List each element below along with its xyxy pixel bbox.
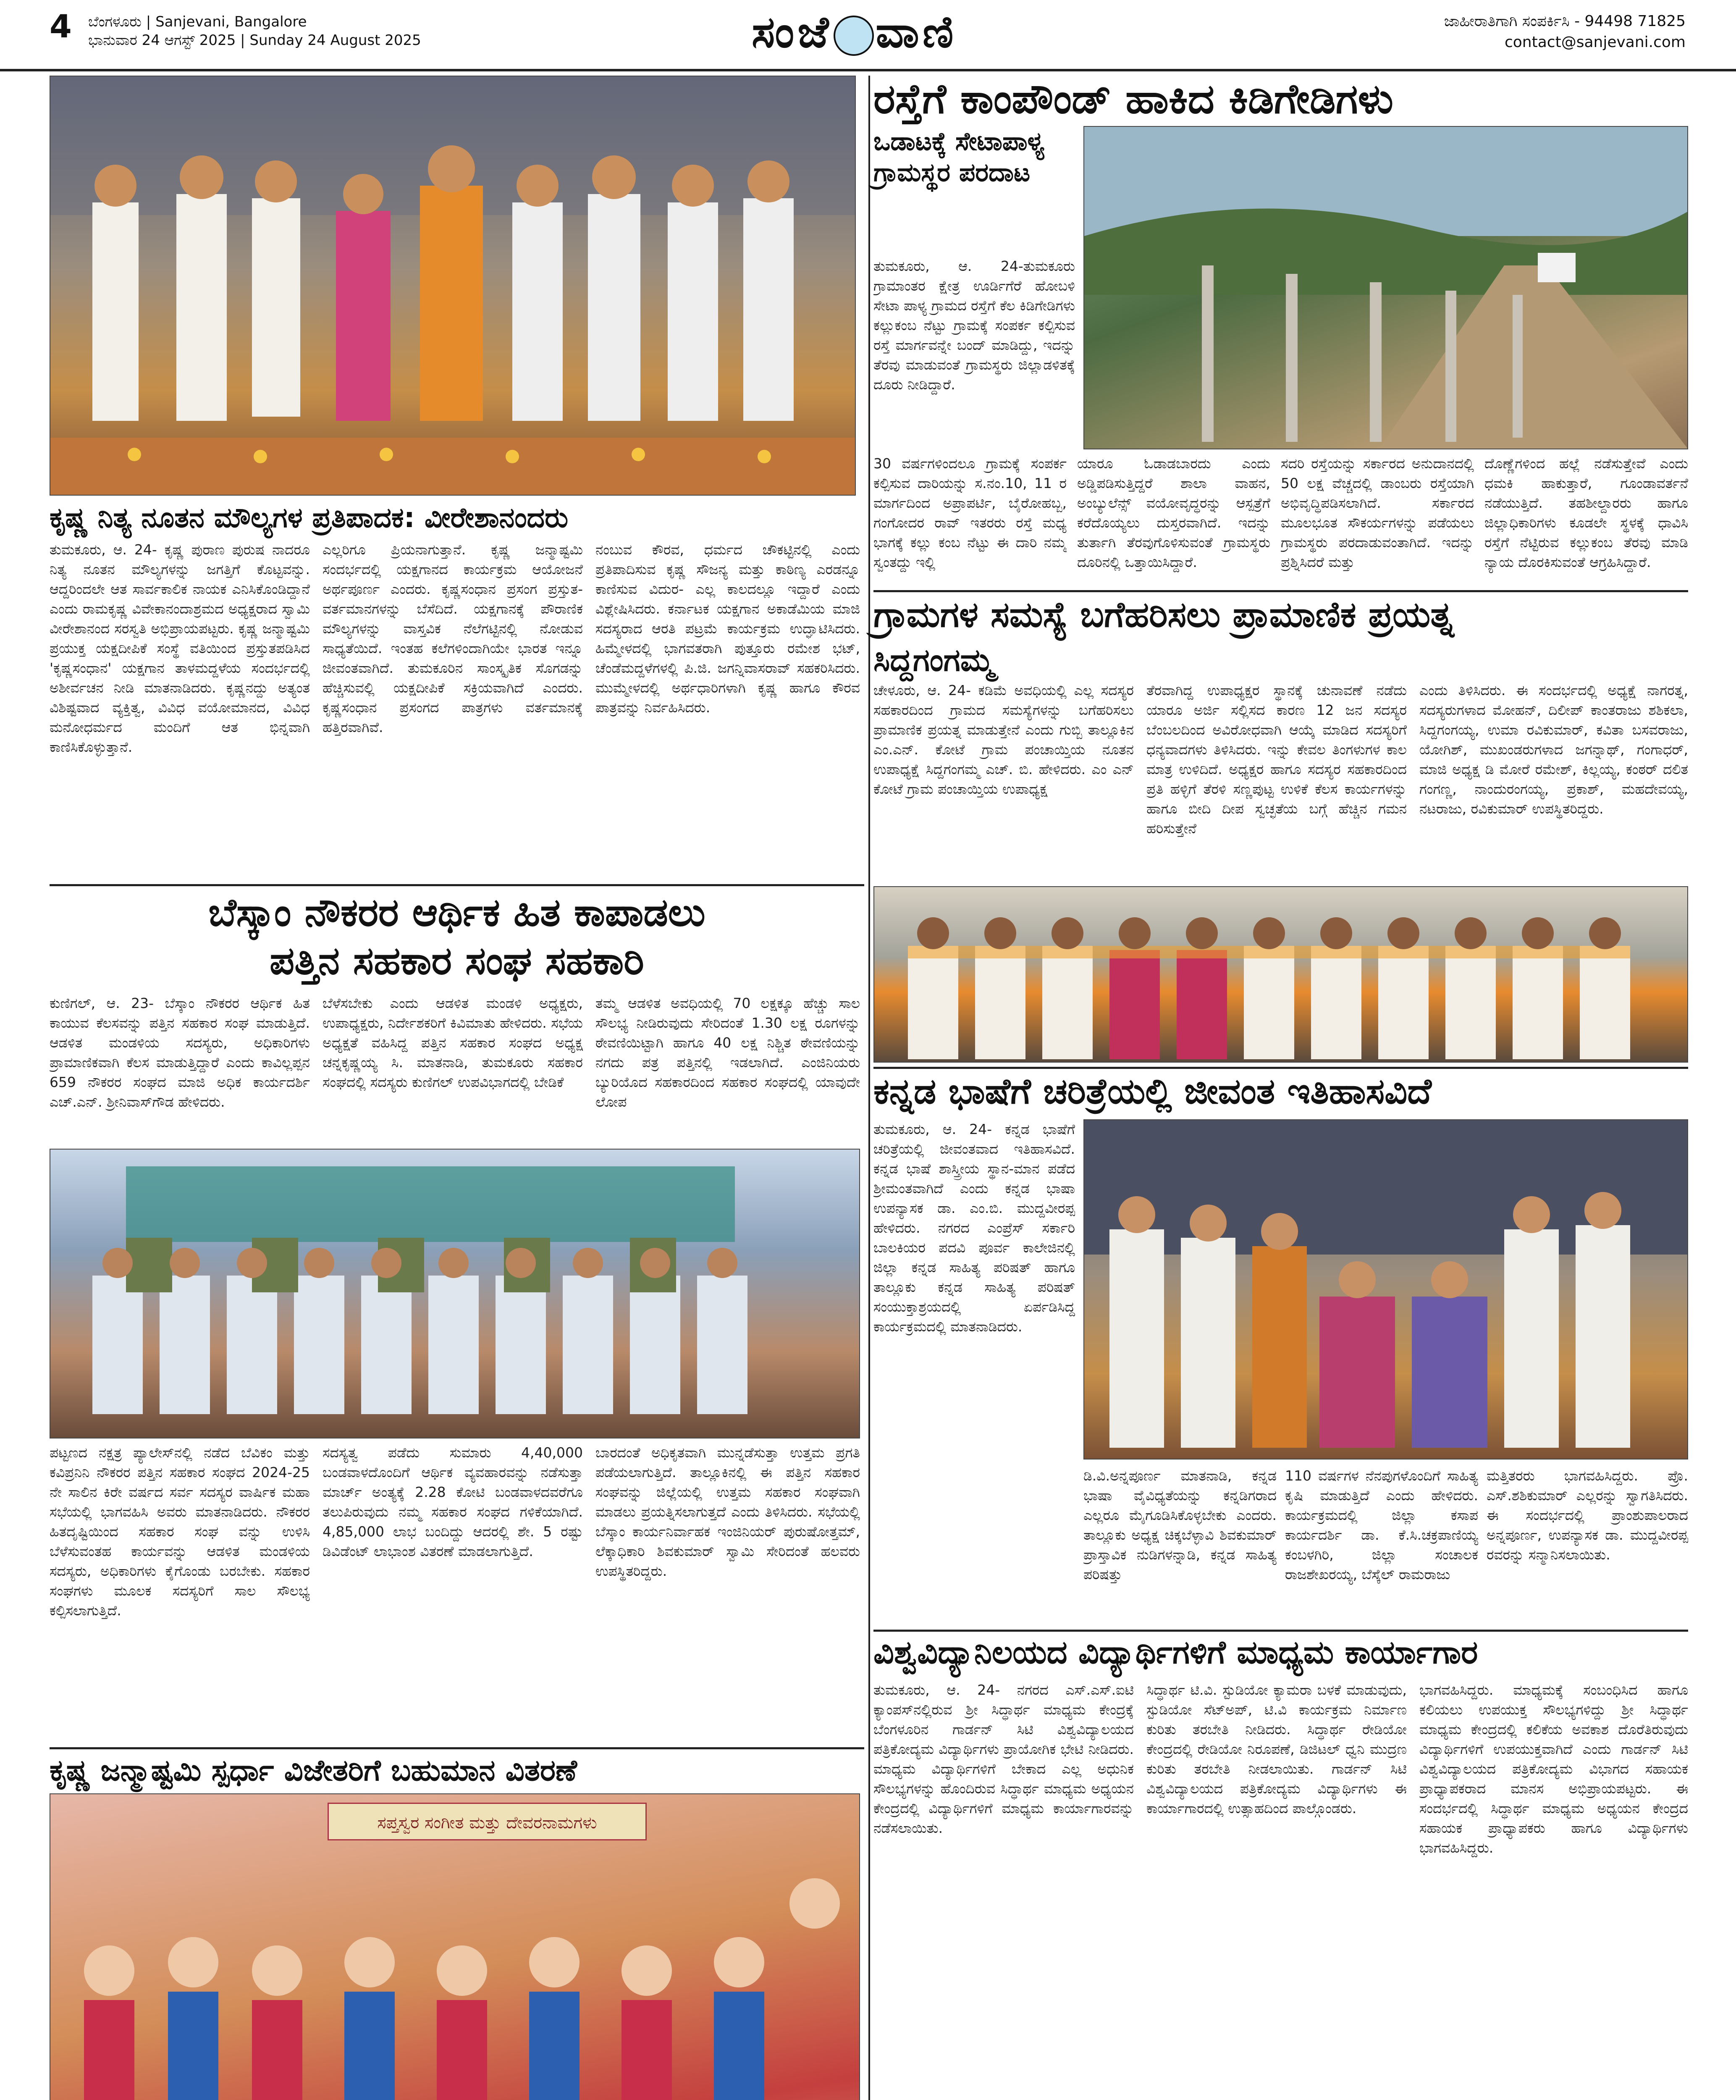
krishna-col-1: ತುಮಕೂರು, ಆ. 24- ಕೃಷ್ಣ ಪುರಾಣ ಪುರುಷ ನಾದರೂ ನಿತ್ಯ ನೂತನ ಮೌಲ್ಯಗಳನ್ನು ಜಗತ್ತಿಗೆ ಕೊಟ್ಟವನ್ನು. ಆದ್ದರಿಂದಲೇ ಆತ ಸಾರ್ವಕಾಲಿಕ ನಾಯಕ ಎನಿಸಿಕೊಂಡಿದ್ದಾನೆ ಎಂದು ರಾಮಕೃಷ್ಣ ವಿವೇಕಾನಂದಾಶ್ರಮದ ಅಧ್ಯಕ್ಷರಾದ ಸ್ವಾಮಿ ವೀರೇಶಾನಂದ ಸರಸ್ವತಿ ಅಭಿಪ್ರಾಯಪಟ್ಟರು. ಕೃಷ್ಣ ಜನ್ಮಾಷ್ಟಮಿ ಪ್ರಯುಕ್ತ ಯಕ್ಷದೀಪಿಕೆ ಸಂಸ್ಥೆ ವತಿಯಿಂದ ಪ್ರಸ್ತುತಪಡಿಸಿದ 'ಕೃಷ್ಣಸಂಧಾನ' ಯಕ್ಷಗಾನ ತಾಳಮದ್ದಳೆಯ ಸಂದರ್ಭದಲ್ಲಿ ಅಶೀರ್ವಚನ ನೀಡಿ ಮಾತನಾಡಿದರು. ಕೃಷ್ಣನದ್ದು ಅತ್ಯಂತ ವಿಶಿಷ್ಟವಾದ ವ್ಯಕ್ತಿತ್ವ, ವಿವಿಧ ವಯೋಮಾನದ, ವಿವಿಧ ಮನೋಧರ್ಮದ ಮಂದಿಗೆ ಆತ ಭಿನ್ನವಾಗಿ ಕಾಣಿಸಿಕೊಳ್ಳುತ್ತಾನೆ. xyxy=(50,541,310,755)
ad-contact: ಜಾಹೀರಾತಿಗಾಗಿ ಸಂಪರ್ಕಿಸಿ - 94498 71825 xyxy=(1444,13,1686,30)
bescom-group-photo xyxy=(50,1149,860,1438)
janmashtami-kids-photo xyxy=(50,1793,860,2100)
compound-headline: ರಸ್ತೆಗೆ ಕಾಂಪೌಂಡ್ ಹಾಕಿದ ಕಿಡಿಗೇಡಿಗಳು xyxy=(873,75,1393,123)
edition-english: Sanjevani, Bangalore xyxy=(155,13,307,30)
road-photo-scene xyxy=(1084,127,1688,449)
bescom-photo-figures xyxy=(50,1150,860,1438)
bescom-col-1: ಕುಣಿಗಲ್, ಆ. 23- ಬೆಸ್ಕಾಂ ನೌಕರರ ಆರ್ಥಿಕ ಹಿತ ಕಾಯುವ ಕೆಲಸವನ್ನು ಪತ್ತಿನ ಸಹಕಾರ ಸಂಘ ಮಾಡುತ್ತಿದೆ. ಆಡಳಿತ ಮಂಡಳಿಯ ಸದಸ್ಯರು, ಅಧಿಕಾರಿಗಳು ಪ್ರಾಮಾಣಿಕವಾಗಿ ಕೆಲಸ ಮಾಡುತ್ತಿದ್ದಾರೆ ಎಂದು ಕಾವಿಲ್ಲಪ್ಪನ 659 ನೌಕರರ ಸಂಘದ ಮಾಜಿ ಅಧಿಕ ಕಾರ್ಯದರ್ಶಿ ಎಚ್.ಎನ್. ಶ್ರೀನಿವಾಸ್‌ಗೌಡ ಹೇಳಿದರು. xyxy=(50,995,310,1110)
village-group-photo xyxy=(873,886,1688,1063)
kannada-headline: ಕನ್ನಡ ಭಾಷೆಗೆ ಚರಿತ್ರೆಯಲ್ಲಿ ಜೀವಂತ ಇತಿಹಾಸವಿದೆ xyxy=(873,1071,1432,1112)
krishna-col-3: ನಂಬುವ ಕೌರವ, ಧರ್ಮದ ಚೌಕಟ್ಟಿನಲ್ಲಿ ಎಂದು ಪ್ರತಿಪಾದಿಸುವ ಕೃಷ್ಣ ಸೌಜನ್ಯ ಮತ್ತು ಕಾಠಿಣ್ಯ ಎರಡನ್ನೂ ಕಾಣಿಸುವ ವಿದುರ- ಎಲ್ಲ ಕಾಲದಲ್ಲೂ ಇದ್ದಾರೆ ಎಂದು ವಿಶ್ಲೇಷಿಸಿದರು. ಕರ್ನಾಟಕ ಯಕ್ಷಗಾನ ಅಕಾಡೆಮಿಯ ಮಾಜಿ ಸದಸ್ಯರಾದ ಆರತಿ ಪಟ್ರಮೆ ಕಾರ್ಯಕ್ರಮ ಉದ್ಘಾಟಿಸಿದರು. ಹಿಮ್ಮೇಳದಲ್ಲಿ ಭಾಗವತರಾಗಿ ಪುತ್ತೂರು ರಮೇಶ ಭಟ್, ಚೆಂಡೆಮದ್ದಳೆಗಳಲ್ಲಿ ಪಿ.ಜಿ. ಜಗನ್ನಿವಾಸರಾವ್ ಸಹಕರಿಸಿದರು. ಮುಮ್ಮೇಳದಲ್ಲಿ ಅರ್ಥಧಾರಿಗಳಾಗಿ ಕೃಷ್ಣ ಹಾಗೂ ಕೌರವ ಪಾತ್ರವನ್ನು ನಿರ್ವಹಿಸಿದರು. xyxy=(595,541,860,716)
divider xyxy=(873,590,1688,592)
bescom-col-5: ಸದಸ್ಯತ್ವ ಪಡೆದು ಸುಮಾರು 4,40,000 ಬಂಡವಾಳದೊಂದಿಗೆ ಆರ್ಥಿಕ ವ್ಯವಹಾರವನ್ನು ನಡೆಸುತ್ತಾ ಮಾರ್ಚ್ ಅಂತ್ಯಕ್ಕೆ 2.28 ಕೋಟಿ ಬಂಡವಾಳದವರೆಗೂ ತಲುಪಿರುವುದು ನಮ್ಮ ಸಹಕಾರ ಸಂಘದ ಗಳಿಕೆಯಾಗಿದೆ. 4,85,000 ಲಾಭ ಬಂದಿದ್ದು ಆದರಲ್ಲಿ ಶೇ. 5 ರಷ್ಟು ಡಿವಿಡೆಂಟ್ ಲಾಭಾಂಶ ವಿತರಣೆ ಮಾಡಲಾಗುತ್ತಿದೆ. xyxy=(323,1444,583,1559)
kannada-event-photo xyxy=(1083,1119,1688,1460)
village-col-2: ತೆರವಾಗಿದ್ದ ಉಪಾಧ್ಯಕ್ಷರ ಸ್ಥಾನಕ್ಕೆ ಚುನಾವಣೆ ನಡೆದು ಯಾರೂ ಅರ್ಜಿ ಸಲ್ಲಿಸದ ಕಾರಣ 12 ಜನ ಸದಸ್ಯರ ಬೆಂಬಲದಿಂದ ಅವಿರೋಧವಾಗಿ ಆಯ್ಕೆ ಮಾಡಿದ ಸದಸ್ಯರಿಗೆ ಧನ್ಯವಾದಗಳು ತಿಳಿಸಿದರು. ಇನ್ನು ಕೇವಲ ತಿಂಗಳುಗಳ ಕಾಲ ಮಾತ್ರ ಉಳಿದಿದೆ. ಅಧ್ಯಕ್ಷರ ಹಾಗೂ ಸದಸ್ಯರ ಸಹಕಾರದಿಂದ ಪ್ರತಿ ಹಳ್ಳಿಗೆ ತೆರಳಿ ಸಣ್ಣಪುಟ್ಟ ಉಳಿಕೆ ಕೆಲಸ ಕಾರ್ಯಗಳನ್ನು ಹಾಗೂ ಬೀದಿ ದೀಪ ಸ್ವಚ್ಛತೆಯ ಬಗ್ಗೆ ಹೆಚ್ಚಿನ ಗಮನ ಹರಿಸುತ್ತೇನೆ xyxy=(1146,682,1407,837)
edition-city: ಬೆಂಗಳೂರು xyxy=(88,13,142,30)
compound-col-3: ಸದರಿ ರಸ್ತೆಯನ್ನು ಸರ್ಕಾರದ ಅನುದಾನದಲ್ಲಿ 50 ಲಕ್ಷ ವೆಚ್ಚದಲ್ಲಿ ಡಾಂಬರು ರಸ್ತೆಯಾಗಿ ಅಭಿವೃದ್ಧಿಪಡಿಸಲಾಗಿದೆ. ಸರ್ಕಾರದ ಮೂಲಭೂತ ಸೌಕರ್ಯಗಳನ್ನು ಪಡೆಯಲು ಗ್ರಾಮಸ್ಥರು ಪರದಾಡುವಂತಾಗಿದೆ. ಇದನ್ನು ಪ್ರಶ್ನಿಸಿದರೆ ಮತ್ತು xyxy=(1281,455,1474,570)
kannada-col-3: 110 ವರ್ಷಗಳ ನೆನಪುಗಳೊಂದಿಗೆ ಸಾಹಿತ್ಯ ಕೃಷಿ ಮಾಡುತ್ತಿದೆ ಎಂದು ಹೇಳಿದರು. ಕಾರ್ಯಕ್ರಮದಲ್ಲಿ ಜಿಲ್ಲಾ ಕಸಾಪ ಕಾರ್ಯದರ್ಶಿ ಡಾ. ಕೆ.ಸಿ.ಚಕ್ರಪಾಣಿಯ್ಯ ಕಂಬಳಗಿರಿ, ಜಿಲ್ಲಾ ಸಂಚಾಲಕ ರಾಜಶೇಖರಯ್ಯ, ಬೆಸ್ಕೆಲ್ ರಾಮರಾಜು xyxy=(1285,1467,1478,1583)
krishna-photo-figures xyxy=(50,76,856,496)
bescom-headline-1: ಬೆಸ್ಕಾಂ ನೌಕರರ ಆರ್ಥಿಕ ಹಿತ ಕಾಪಾಡಲು xyxy=(208,890,705,935)
compound-intro: ತುಮಕೂರು, ಆ. 24-ತುಮಕೂರು ಗ್ರಾಮಾಂತರ ಕ್ಷೇತ್ರ ಊರ್ಡಿಗೆರೆ ಹೋಬಳಿ ಸೇಟಾ ಪಾಳ್ಯ ಗ್ರಾಮದ ರಸ್ತೆಗೆ ಕೆಲ ಕಿಡಿಗೇಡಿಗಳು ಕಲ್ಲುಕಂಬ ನೆಟ್ಟು ಗ್ರಾಮಕ್ಕೆ ಸಂಪರ್ಕ ಕಲ್ಪಿಸುವ ರಸ್ತೆ ಮಾರ್ಗವನ್ನೇ ಬಂದ್ ಮಾಡಿದ್ದು, ಇದನ್ನು ತೆರವು ಮಾಡುವಂತೆ ಗ್ರಾಮಸ್ಥರು ಜಿಲ್ಲಾಡಳಿತಕ್ಕೆ ದೂರು ನೀಡಿದ್ದಾರೆ. xyxy=(873,258,1075,393)
village-subhead: ಸಿದ್ದಗಂಗಮ್ಮ xyxy=(873,642,994,678)
kannada-col-2: ಡಿ.ವಿ.ಅನ್ನಪೂರ್ಣ ಮಾತನಾಡಿ, ಕನ್ನಡ ಭಾಷಾ ವೈವಿಧ್ಯತೆಯನ್ನು ಕನ್ನಡಿಗರಾದ ಎಲ್ಲರೂ ಮೈಗೂಡಿಸಿಕೊಳ್ಳಬೇಕು ಎಂದರು. ತಾಲ್ಲೂಕು ಅಧ್ಯಕ್ಷ ಚಿಕ್ಕಬೆಳ್ಳಾವಿ ಶಿವಕುಮಾರ್ ಪ್ರಾಸ್ತಾವಿಕ ನುಡಿಗಳನ್ನಾಡಿ, ಕನ್ನಡ ಸಾಹಿತ್ಯ ಪರಿಷತ್ತು xyxy=(1083,1467,1277,1583)
village-col-3: ಎಂದು ತಿಳಿಸಿದರು. ಈ ಸಂದರ್ಭದಲ್ಲಿ ಅಧ್ಯಕ್ಷೆ ನಾಗರತ್ನ, ಸದಸ್ಯರುಗಳಾದ ಮೋಹನ್, ದಿಲೀಪ್ ಕಾಂತರಾಜು ಶಶಿಕಲಾ, ಸಿದ್ದಗಂಗಯ್ಯ, ಉಮಾ ರವಿಕುಮಾರ್, ಕವಿತಾ ಬಸವರಾಜು, ಯೋಗಿಶ್, ಮುಖಂಡರುಗಳಾದ ಜಗನ್ನಾಥ್, ಗಂಗಾಧರ್, ಮಾಜಿ ಅಧ್ಯಕ್ಷ ಡಿ ಮೋರೆ ರಮೇಶ್, ಕಿಲ್ಲಯ್ಯ, ಕಂಠರ್ ದಲಿತ ಗಂಗಣ್ಣ, ನಾಂದುರಂಗಯ್ಯ, ಪ್ರಕಾಶ್, ಮಹದೇವಯ್ಯ, ನಟರಾಜು, ರವಿಕುಮಾರ್ ಉಪಸ್ಥಿತರಿದ್ದರು. xyxy=(1419,682,1688,817)
bescom-col-6: ಬಾರದಂತೆ ಅಧಿಕೃತವಾಗಿ ಮುನ್ನಡೆಸುತ್ತಾ ಉತ್ತಮ ಪ್ರಗತಿ ಪಡೆಯಲಾಗುತ್ತಿದೆ. ತಾಲ್ಲೂಕಿನಲ್ಲಿ ಈ ಪತ್ತಿನ ಸಹಕಾರ ಸಂಘವನ್ನು ಜಿಲ್ಲೆಯಲ್ಲಿ ಉತ್ತಮ ಸಹಕಾರ ಸಂಘವಾಗಿ ಮಾಡಲು ಪ್ರಯತ್ನಿಸಲಾಗುತ್ತದೆ ಎಂದು ತಿಳಿಸಿದರು. ಸಭೆಯಲ್ಲಿ ಬೆಸ್ಕಾಂ ಕಾರ್ಯನಿರ್ವಾಹಕ ಇಂಜಿನಿಯರ್ ಪುರುಷೋತ್ತಮ್, ಲೆಕ್ಕಾಧಿಕಾರಿ ಶಿವಕುಮಾರ್ ಸ್ವಾಮಿ ಸೇರಿದಂತೆ ಹಲವರು ಉಪಸ್ಥಿತರಿದ್ದರು. xyxy=(595,1444,860,1579)
janmashtami-headline: ಕೃಷ್ಣ ಜನ್ಮಾಷ್ಟಮಿ ಸ್ಪರ್ಧಾ ವಿಜೇತರಿಗೆ ಬಹುಮಾನ ವಿತರಣೆ xyxy=(50,1753,577,1788)
logo-right-text: ವಾಣಿ xyxy=(876,6,957,58)
media-col-3: ಭಾಗವಹಿಸಿದ್ದರು. ಮಾಧ್ಯಮಕ್ಕೆ ಸಂಬಂಧಿಸಿದ ಹಾಗೂ ಕಲಿಯಲು ಉಪಯುಕ್ತ ಸೌಲಭ್ಯಗಳಿದ್ದು ಶ್ರೀ ಸಿದ್ಧಾರ್ಥ ಮಾಧ್ಯಮ ಕೇಂದ್ರದಲ್ಲಿ ಕಲಿಕೆಯ ಅವಕಾಶ ದೊರೆತಿರುವುದು ವಿದ್ಯಾರ್ಥಿಗಳಿಗೆ ಉಪಯುಕ್ತವಾಗಿದೆ ಎಂದು ಗಾರ್ಡನ್ ಸಿಟಿ ವಿಶ್ವವಿದ್ಯಾಲಯದ ಪತ್ರಿಕೋದ್ಯಮ ವಿಭಾಗದ ಸಹಾಯಕ ಪ್ರಾಧ್ಯಾಪಕರಾದ ಮಾನಸ ಅಭಿಪ್ರಾಯಪಟ್ಟರು. ಈ ಸಂದರ್ಭದಲ್ಲಿ ಸಿದ್ಧಾರ್ಥ ಮಾಧ್ಯಮ ಅಧ್ಯಯನ ಕೇಂದ್ರದ ಸಹಾಯಕ ಪ್ರಾಧ್ಯಾಪಕರು ಹಾಗೂ ವಿದ್ಯಾರ್ಥಿಗಳು ಭಾಗವಹಿಸಿದ್ದರು. xyxy=(1419,1682,1688,1856)
column-separator xyxy=(868,76,870,2100)
newspaper-logo xyxy=(752,6,957,58)
media-headline: ವಿಶ್ವವಿದ್ಯಾನಿಲಯದ ವಿದ್ಯಾರ್ಥಿಗಳಿಗೆ ಮಾಧ್ಯಮ ಕಾರ್ಯಾಗಾರ xyxy=(873,1633,1478,1671)
divider xyxy=(873,1067,1688,1069)
bescom-headline-2: ಪತ್ತಿನ ಸಹಕಾರ ಸಂಘ ಸಹಕಾರಿ xyxy=(270,938,644,983)
compound-col-4: ದೊಣ್ಣೆಗಳಿಂದ ಹಲ್ಲೆ ನಡೆಸುತ್ತೇವೆ ಎಂದು ಧಮಕಿ ಹಾಕುತ್ತಾರೆ, ಗೂಂಡಾವರ್ತನೆ ನಡೆಯುತ್ತಿದೆ. ತಹಶೀಲ್ದಾರರು ಹಾಗೂ ಜಿಲ್ಲಾಧಿಕಾರಿಗಳು ಕೂಡಲೇ ಸ್ಥಳಕ್ಕೆ ಧಾವಿಸಿ ರಸ್ತೆಗೆ ನೆಟ್ಟಿರುವ ಕಲ್ಲುಕಂಬ ತೆರವು ಮಾಡಿ ನ್ಯಾಯ ದೊರಕಿಸುವಂತೆ ಆಗ್ರಹಿಸಿದ್ದಾರೆ. xyxy=(1484,455,1688,570)
page-number: 4 xyxy=(50,8,72,45)
bescom-col-4: ಪಟ್ಟಣದ ನಕ್ಷತ್ರ ಪ್ಯಾಲೇಸ್‌ನಲ್ಲಿ ನಡೆದ ಬೆವಿಕಂ ಮತ್ತು ಕವಿಪ್ರನಿನಿ ನೌಕರರ ಪತ್ತಿನ ಸಹಕಾರ ಸಂಘದ 2024-25 ನೇ ಸಾಲಿನ ಕಿರೇ ವರ್ಷದ ಸರ್ವ ಸದಸ್ಯರ ವಾರ್ಷಿಕ ಮಹಾ ಸಭೆಯಲ್ಲಿ ಭಾಗವಹಿಸಿ ಅವರು ಮಾತನಾಡಿದರು. ನೌಕರರ ಹಿತದೃಷ್ಟಿಯಿಂದ ಸಹಕಾರ ಸಂಘ ವನ್ನು ಉಳಿಸಿ ಬೆಳೆಸುವಂತಹ ಕಾರ್ಯವನ್ನು ಆಡಳಿತ ಮಂಡಳಿಯ ಸದಸ್ಯರು, ಅಧಿಕಾರಿಗಳು ಕೈಗೊಂಡು ಬರಬೇಕು. ಸಹಕಾರ ಸಂಘಗಳು ಮೂಲಕ ಸದಸ್ಯರಿಗೆ ಸಾಲ ಸೌಲಭ್ಯ ಕಲ್ಪಿಸಲಾಗುತ್ತಿದೆ. xyxy=(50,1444,310,1619)
bescom-col-3: ತಮ್ಮ ಆಡಳಿತ ಅವಧಿಯಲ್ಲಿ 70 ಲಕ್ಷಕ್ಕೂ ಹೆಚ್ಚು ಸಾಲ ಸೌಲಭ್ಯ ನೀಡಿರುವುದು ಸೇರಿದಂತೆ 1.30 ಲಕ್ಷ ರೂಗಳನ್ನು ಠೇವಣಿಯಿಟ್ಟಾಗಿ ಹಾಗೂ 40 ಲಕ್ಷ ನಿಶ್ಚಿತ ಠೇವಣಿಯನ್ನು ನಗದು ಪತ್ರ ಪತ್ತಿನಲ್ಲಿ ಇಡಲಾಗಿದೆ. ಎಂಜಿನಿಯರು ಬ್ಯುರಿಯೊದ ಸಹಕಾರದಿಂದ ಸಹಕಾರ ಸಂಘದಲ್ಲಿ ಯಾವುದೇ ಲೋಪ xyxy=(595,995,860,1110)
compound-col-2: ಯಾರೂ ಓಡಾಡಬಾರದು ಎಂದು ಅಡ್ಡಿಪಡಿಸುತ್ತಿದ್ದರೆ ಶಾಲಾ ವಾಹನ, ಅಂಬ್ಯುಲೆನ್ಸ್ ವಯೋವೃದ್ಧರನ್ನು ಆಸ್ಪತ್ರೆಗೆ ಕರೆದೊಯ್ಯಲು ದುಸ್ತರವಾಗಿದೆ. ಇದನ್ನು ತುರ್ತಾಗಿ ತೆರವುಗೊಳಿಸುವಂತೆ ಗ್ರಾಮಸ್ಥರು ದೂರಿನಲ್ಲಿ ಒತ್ತಾಯಿಸಿದ್ದಾರೆ. xyxy=(1077,455,1270,570)
masthead xyxy=(0,0,1736,71)
globe-icon xyxy=(834,16,874,56)
media-col-2: ಸಿದ್ಧಾರ್ಥ ಟಿ.ವಿ. ಸ್ಟುಡಿಯೋ ಕ್ಯಾಮರಾ ಬಳಕೆ ಮಾಡುವುದು, ಸ್ಟುಡಿಯೋ ಸೆಟ್‌ಅಪ್, ಟಿ.ವಿ ಕಾರ್ಯಕ್ರಮ ನಿರ್ಮಾಣ ಕುರಿತು ತರಬೇತಿ ನೀಡಿದರು. ಸಿದ್ಧಾರ್ಥ ರೇಡಿಯೋ ಕೇಂದ್ರದಲ್ಲಿ ರೇಡಿಯೋ ನಿರೂಪಣೆ, ಡಿಜಿಟಲ್ ಧ್ವನಿ ಮುದ್ರಣ ಕುರಿತು ತರಬೇತಿ ನೀಡಲಾಯಿತು. ಗಾರ್ಡನ್ ಸಿಟಿ ವಿಶ್ವವಿದ್ಯಾಲಯದ ಪತ್ರಿಕೋದ್ಯಮ ವಿದ್ಯಾರ್ಥಿಗಳು ಈ ಕಾರ್ಯಾಗಾರದಲ್ಲಿ ಉತ್ಸಾಹದಿಂದ ಪಾಲ್ಗೊಂಡರು. xyxy=(1146,1682,1407,1816)
village-col-1: ಚೇಳೂರು, ಆ. 24- ಕಡಿಮೆ ಅವಧಿಯಲ್ಲಿ ಎಲ್ಲ ಸದಸ್ಯರ ಸಹಕಾರದಿಂದ ಗ್ರಾಮದ ಸಮಸ್ಯೆಗಳನ್ನು ಬಗೆಹರಿಸಲು ಪ್ರಾಮಾಣಿಕ ಪ್ರಯತ್ನ ಮಾಡುತ್ತೇನೆ ಎಂದು ಗುಬ್ಬಿ ತಾಲ್ಲೂಕಿನ ಎಂ.ಎನ್. ಕೋಟೆ ಗ್ರಾಮ ಪಂಚಾಯ್ತಿಯ ನೂತನ ಉಪಾಧ್ಯಕ್ಷೆ ಸಿದ್ದಗಂಗಮ್ಮ ಎಚ್. ಬಿ. ಹೇಳಿದರು. ಎಂ ಎನ್ ಕೋಟೆ ಗ್ರಾಮ ಪಂಚಾಯ್ತಿಯ ಉಪಾಧ್ಯಕ್ಷ xyxy=(873,682,1134,797)
media-col-1: ತುಮಕೂರು, ಆ. 24- ನಗರದ ಎಸ್.ಎಸ್.ಐಟಿ ಕ್ಯಾಂಪಸ್‌ನಲ್ಲಿರುವ ಶ್ರೀ ಸಿದ್ಧಾರ್ಥ ಮಾಧ್ಯಮ ಕೇಂದ್ರಕ್ಕೆ ಬೆಂಗಳೂರಿನ ಗಾರ್ಡನ್ ಸಿಟಿ ವಿಶ್ವವಿದ್ಯಾಲಯದ ಪತ್ರಿಕೋದ್ಯಮ ವಿದ್ಯಾರ್ಥಿಗಳು ಪ್ರಾಯೋಗಿಕ ಭೇಟಿ ನೀಡಿದರು. ಮಾಧ್ಯಮ ವಿದ್ಯಾರ್ಥಿಗಳಿಗೆ ಬೇಕಾದ ಎಲ್ಲ ಅಧುನಿಕ ಸೌಲಭ್ಯಗಳನ್ನು ಹೊಂದಿರುವ ಸಿದ್ಧಾರ್ಥ ಮಾಧ್ಯಮ ಅಧ್ಯಯನ ಕೇಂದ್ರದಲ್ಲಿ ವಿದ್ಯಾರ್ಥಿಗಳಿಗೆ ಮಾಧ್ಯಮ ಕಾರ್ಯಾಗಾರವನ್ನು ನಡೆಸಲಾಯಿತು. xyxy=(873,1682,1134,1836)
kannada-photo-figures xyxy=(1084,1120,1688,1460)
krishna-col-2: ಎಲ್ಲರಿಗೂ ಪ್ರಿಯನಾಗುತ್ತಾನೆ. ಕೃಷ್ಣ ಜನ್ಮಾಷ್ಟಮಿ ಸಂದರ್ಭದಲ್ಲಿ ಯಕ್ಷಗಾನದ ಕಾರ್ಯಕ್ರಮ ಆಯೋಜನೆ ಅರ್ಥಪೂರ್ಣ ಎಂದರು. ಕೃಷ್ಣಸಂಧಾನ ಪ್ರಸಂಗ ಪ್ರಸ್ತುತ-ವರ್ತಮಾನಗಳನ್ನು ಬೆಸೆದಿದೆ. ಯಕ್ಷಗಾನಕ್ಕೆ ಪೌರಾಣಿಕ ಮೌಲ್ಯಗಳನ್ನು ವಾಸ್ತವಿಕ ನೆಲೆಗಟ್ಟಿನಲ್ಲಿ ನೋಡುವ ಸಾಧ್ಯತೆಯಿದೆ. ಇಂತಹ ಕಲೆಗಳಿಂದಾಗಿಯೇ ಭಾರತ ಇನ್ನೂ ಜೀವಂತವಾಗಿದೆ. ತುಮಕೂರಿನ ಸಾಂಸ್ಕೃತಿಕ ಸೊಗಡನ್ನು ಹೆಚ್ಚಿಸುವಲ್ಲಿ ಯಕ್ಷದೀಪಿಕೆ ಸಕ್ರಿಯವಾಗಿದೆ ಎಂದರು. ಕೃಷ್ಣಸಂಧಾನ ಪ್ರಸಂಗದ ಪಾತ್ರಗಳು ವರ್ತಮಾನಕ್ಕೆ ಹತ್ತಿರವಾಗಿವೆ. xyxy=(323,541,583,735)
date-line: ಭಾನುವಾರ 24 ಆಗಸ್ಟ್ 2025 | Sunday 24 August 2025 xyxy=(88,32,421,49)
krishna-headline: ಕೃಷ್ಣ ನಿತ್ಯ ನೂತನ ಮೌಲ್ಯಗಳ ಪ್ರತಿಪಾದಕ: ವೀರೇಶಾನಂದರು xyxy=(50,501,569,534)
village-photo-figures xyxy=(874,887,1688,1063)
edition-info: ಬೆಂಗಳೂರು | Sanjevani, Bangalore ಭಾನುವಾರ 24 ಆಗಸ್ಟ್ 2025 | Sunday 24 August 2025 xyxy=(88,13,421,49)
divider xyxy=(50,1747,864,1749)
village-headline: ಗ್ರಾಮಗಳ ಸಮಸ್ಯೆ ಬಗೆಹರಿಸಲು ಪ್ರಾಮಾಣಿಕ ಪ್ರಯತ್ನ xyxy=(873,594,1454,635)
contact-email: contact@sanjevani.com xyxy=(1504,34,1686,51)
divider xyxy=(873,1630,1688,1632)
compound-subhead: ಒಡಾಟಕ್ಕೆ ಸೇಟಾಪಾಳ್ಯ ಗ್ರಾಮಸ್ಥರ ಪರದಾಟ xyxy=(873,127,1045,187)
kannada-col-1: ತುಮಕೂರು, ಆ. 24- ಕನ್ನಡ ಭಾಷೆಗೆ ಚರಿತ್ರೆಯಲ್ಲಿ ಜೀವಂತವಾದ ಇತಿಹಾಸವಿದೆ. ಕನ್ನಡ ಭಾಷೆ ಶಾಸ್ತ್ರೀಯ ಸ್ಥಾನ-ಮಾನ ಪಡೆದ ಶ್ರೀಮಂತವಾಗಿದೆ ಎಂದು ಕನ್ನಡ ಭಾಷಾ ಉಪನ್ಯಾಸಕ ಡಾ. ಎಂ.ಬಿ. ಮುದ್ದವೀರಪ್ಪ ಹೇಳಿದರು. ನಗರದ ಎಂಪ್ರೆಸ್ ಸರ್ಕಾರಿ ಬಾಲಕಿಯರ ಪದವಿ ಪೂರ್ವ ಕಾಲೇಜಿನಲ್ಲಿ ಜಿಲ್ಲಾ ಕನ್ನಡ ಸಾಹಿತ್ಯ ಪರಿಷತ್ ಹಾಗೂ ತಾಲ್ಲೂಕು ಕನ್ನಡ ಸಾಹಿತ್ಯ ಪರಿಷತ್ ಸಂಯುಕ್ತಾಶ್ರಯದಲ್ಲಿ ಏರ್ಪಡಿಸಿದ್ದ ಕಾರ್ಯಕ್ರಮದಲ್ಲಿ ಮಾತನಾಡಿದರು. xyxy=(873,1121,1075,1335)
divider xyxy=(50,884,864,886)
logo-left-text: ಸಂಜೆ xyxy=(752,6,832,58)
kannada-col-4: ಮತ್ತಿತರರು ಭಾಗವಹಿಸಿದ್ದರು. ಪ್ರೊ. ಎಸ್.ಶಶಿಕುಮಾರ್ ಎಲ್ಲರನ್ನು ಸ್ವಾಗತಿಸಿದರು. ಈ ಸಂದರ್ಭದಲ್ಲಿ ಪ್ರಾಂಶುಪಾಲರಾದ ಅನ್ನಪೂರ್ಣ, ಉಪನ್ಯಾಸಕ ಡಾ. ಮುದ್ದವೀರಪ್ಪ ರವರನ್ನು ಸನ್ಮಾನಿಸಲಾಯಿತು. xyxy=(1487,1467,1688,1563)
music-school-banner: ಸಪ್ತಸ್ವರ ಸಂಗೀತ ಮತ್ತು ದೇವರನಾಮಗಳು xyxy=(328,1803,647,1840)
compound-road-photo xyxy=(1083,126,1688,449)
compound-col-1: 30 ವರ್ಷಗಳಿಂದಲೂ ಗ್ರಾಮಕ್ಕೆ ಸಂಪರ್ಕ ಕಲ್ಪಿಸುವ ದಾರಿಯನ್ನು ಸ.ನಂ.10, 11 ರ ಮಾರ್ಗದಿಂದ ಅಪ್ರಾಪರ್ಟಿ, ಬೈರೋಹಬ್ಬ, ಗಂಗೋದರ ರಾವ್ ಇತರರು ರಸ್ತೆ ಮಧ್ಯ ಭಾಗಕ್ಕೆ ಕಲ್ಲು ಕಂಬ ನೆಟ್ಟು ಈ ದಾರಿ ನಮ್ಮ ಸ್ವಂತದ್ದು ಇಲ್ಲಿ xyxy=(873,455,1067,570)
bescom-col-2: ಬೆಳೆಸಬೇಕು ಎಂದು ಆಡಳಿತ ಮಂಡಳಿ ಅಧ್ಯಕ್ಷರು, ಉಪಾಧ್ಯಕ್ಷರು, ನಿರ್ದೇಶಕರಿಗೆ ಕಿವಿಮಾತು ಹೇಳಿದರು. ಸಭೆಯ ಅಧ್ಯಕ್ಷತೆ ವಹಿಸಿದ್ದ ಪತ್ತಿನ ಸಹಕಾರ ಸಂಘದ ಅಧ್ಯಕ್ಷ ಚನ್ನಕೃಷ್ಣಯ್ಯ ಸಿ. ಮಾತನಾಡಿ, ತುಮಕೂರು ಸಹಕಾರ ಸಂಘದಲ್ಲಿ ಸದಸ್ಯರು ಕುಣಿಗಲ್ ಉಪವಿಭಾಗದಲ್ಲಿ ಬೇಡಿಕೆ xyxy=(323,995,583,1090)
krishna-event-photo xyxy=(50,76,856,496)
contact-info xyxy=(1444,11,1686,53)
